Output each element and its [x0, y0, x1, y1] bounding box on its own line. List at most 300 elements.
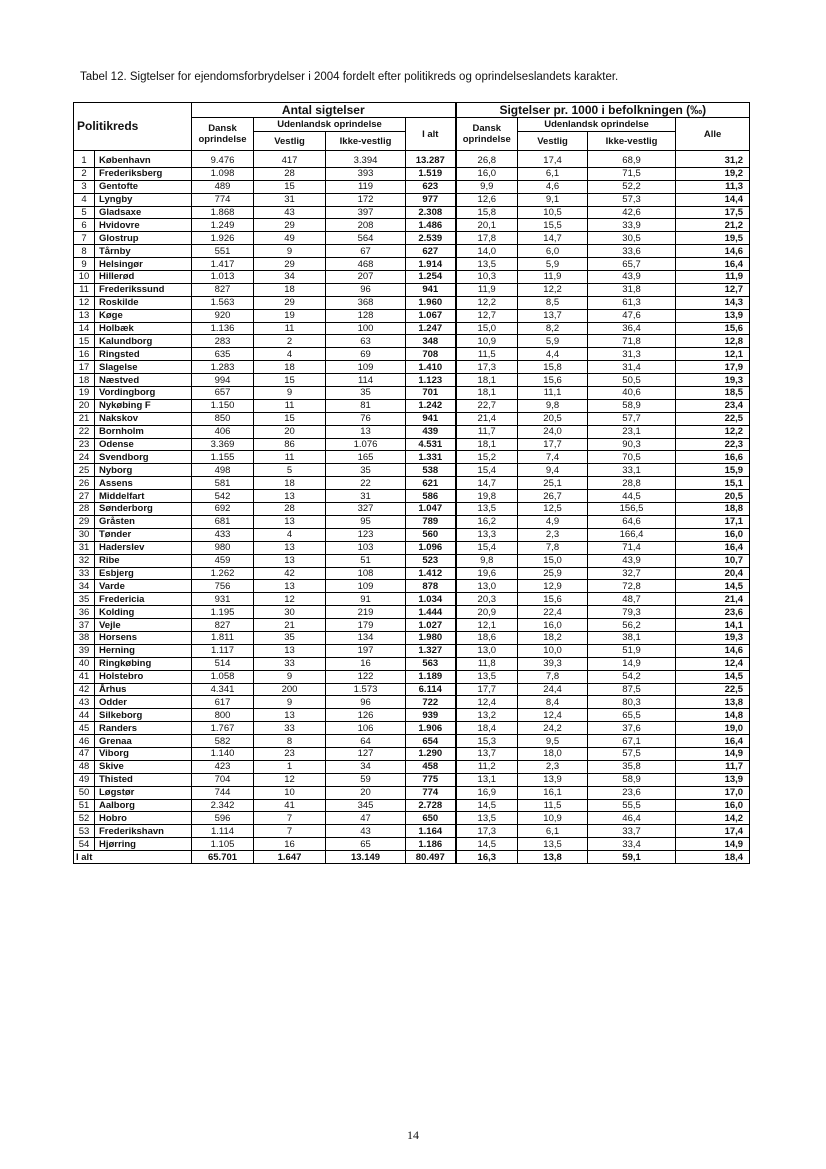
ikke-vestlig-rate: 35,8 [588, 760, 676, 773]
table-row [74, 180, 750, 193]
table-row [74, 606, 750, 619]
ikke-vestlig-count: 34 [326, 760, 406, 773]
dansk-count: 920 [192, 309, 254, 322]
table-caption: Tabel 12. Sigtelser for ejendomsforbrydelser i 2004 fordelt efter politikreds og oprindelseslandets karakter. [80, 71, 619, 83]
ikke-vestlig-rate: 31,3 [588, 348, 676, 361]
table-body [74, 151, 750, 864]
vestlig-rate: 9,5 [518, 735, 588, 748]
total-count: 939 [406, 709, 456, 722]
vestlig-rate: 4,9 [518, 515, 588, 528]
dansk-rate: 11,5 [456, 348, 518, 361]
district-name: Aalborg [95, 799, 192, 812]
ikke-vestlig-rate: 33,4 [588, 838, 676, 851]
alle-rate: 18,5 [676, 387, 750, 400]
vestlig-rate: 9,4 [518, 464, 588, 477]
district-name: Hobro [95, 812, 192, 825]
alle-rate: 22,5 [676, 683, 750, 696]
dansk-count: 657 [192, 387, 254, 400]
total-count: 1.247 [406, 322, 456, 335]
vestlig-count: 13 [254, 554, 326, 567]
total-count: 1.242 [406, 399, 456, 412]
ikke-vestlig-rate: 70,5 [588, 451, 676, 464]
ikke-vestlig-rate: 61,3 [588, 296, 676, 309]
dansk-rate: 18,1 [456, 374, 518, 387]
district-name: Grenaa [95, 735, 192, 748]
ikke-vestlig-rate: 58,9 [588, 399, 676, 412]
vestlig-rate: 15,5 [518, 219, 588, 232]
row-number: 24 [74, 451, 95, 464]
vestlig-rate: 39,3 [518, 657, 588, 670]
vestlig-count: 42 [254, 567, 326, 580]
vestlig-rate: 15,0 [518, 554, 588, 567]
vestlig-rate: 16,0 [518, 619, 588, 632]
row-number: 48 [74, 760, 95, 773]
dansk-rate: 13,0 [456, 580, 518, 593]
total-count: 977 [406, 193, 456, 206]
alle-rate: 19,3 [676, 631, 750, 644]
ikke-vestlig-rate: 36,4 [588, 322, 676, 335]
dansk-rate: 15,8 [456, 206, 518, 219]
dansk-count: 1.136 [192, 322, 254, 335]
table-row [74, 464, 750, 477]
row-number: 6 [74, 219, 95, 232]
vestlig-rate: 6,1 [518, 167, 588, 180]
vestlig-rate: 11,1 [518, 387, 588, 400]
dansk-count: 1.114 [192, 825, 254, 838]
district-name: Gentofte [95, 180, 192, 193]
total-count: 1.186 [406, 838, 456, 851]
total-count: 775 [406, 773, 456, 786]
ikke-vestlig-count: 103 [326, 541, 406, 554]
ikke-vestlig-rate: 57,5 [588, 747, 676, 760]
district-name: Horsens [95, 631, 192, 644]
table-row [74, 309, 750, 322]
total-count: 1.331 [406, 451, 456, 464]
alle-rate: 11,7 [676, 760, 750, 773]
dansk-rate: 16,0 [456, 167, 518, 180]
dansk-count: 704 [192, 773, 254, 786]
dansk-count: 1.058 [192, 670, 254, 683]
vestlig-rate: 4,6 [518, 180, 588, 193]
row-number: 53 [74, 825, 95, 838]
ikke-vestlig-rate: 38,1 [588, 631, 676, 644]
vestlig-count: 28 [254, 167, 326, 180]
vestlig-rate: 13,8 [518, 851, 588, 864]
dansk-rate: 15,3 [456, 735, 518, 748]
ikke-vestlig-rate: 33,6 [588, 245, 676, 258]
dansk-rate: 14,7 [456, 477, 518, 490]
table-row [74, 271, 750, 284]
ikke-vestlig-rate: 33,9 [588, 219, 676, 232]
district-name: Køge [95, 309, 192, 322]
district-name: Slagelse [95, 361, 192, 374]
district-name: Svendborg [95, 451, 192, 464]
total-count: 348 [406, 335, 456, 348]
vestlig-count: 20 [254, 425, 326, 438]
alle-rate: 11,3 [676, 180, 750, 193]
ikke-vestlig-rate: 28,8 [588, 477, 676, 490]
ikke-vestlig-rate: 30,5 [588, 232, 676, 245]
dansk-rate: 18,1 [456, 387, 518, 400]
vestlig-rate: 16,1 [518, 786, 588, 799]
table-row [74, 399, 750, 412]
ikke-vestlig-rate: 46,4 [588, 812, 676, 825]
ikke-vestlig-count: 1.076 [326, 438, 406, 451]
ikke-vestlig-rate: 31,8 [588, 283, 676, 296]
vestlig-rate: 5,9 [518, 258, 588, 271]
ikke-vestlig-count: 22 [326, 477, 406, 490]
total-count: 1.410 [406, 361, 456, 374]
ikke-vestlig-rate: 87,5 [588, 683, 676, 696]
vestlig-count: 30 [254, 606, 326, 619]
row-number: 25 [74, 464, 95, 477]
table-row [74, 503, 750, 516]
total-count: 1.047 [406, 503, 456, 516]
vestlig-rate: 13,5 [518, 838, 588, 851]
ikke-vestlig-rate: 65,5 [588, 709, 676, 722]
ikke-vestlig-rate: 55,5 [588, 799, 676, 812]
row-number: 27 [74, 490, 95, 503]
ikke-vestlig-count: 16 [326, 657, 406, 670]
vestlig-count: 15 [254, 180, 326, 193]
vestlig-rate: 15,8 [518, 361, 588, 374]
ikke-vestlig-rate: 80,3 [588, 696, 676, 709]
ikke-vestlig-rate: 71,4 [588, 541, 676, 554]
dansk-count: 65.701 [192, 851, 254, 864]
vestlig-rate: 15,6 [518, 374, 588, 387]
dansk-count: 9.476 [192, 151, 254, 168]
table-row [74, 786, 750, 799]
row-number: 1 [74, 151, 95, 168]
district-name: Roskilde [95, 296, 192, 309]
ikke-vestlig-count: 123 [326, 528, 406, 541]
alle-rate: 14,5 [676, 580, 750, 593]
ikke-vestlig-rate: 51,9 [588, 644, 676, 657]
row-number: 44 [74, 709, 95, 722]
row-number: 22 [74, 425, 95, 438]
vestlig-count: 12 [254, 773, 326, 786]
vestlig-count: 29 [254, 219, 326, 232]
total-count: 1.486 [406, 219, 456, 232]
dansk-rate: 15,4 [456, 464, 518, 477]
ikke-vestlig-count: 3.394 [326, 151, 406, 168]
dansk-rate: 20,3 [456, 593, 518, 606]
dansk-count: 756 [192, 580, 254, 593]
row-number: 12 [74, 296, 95, 309]
ikke-vestlig-count: 122 [326, 670, 406, 683]
row-number: 32 [74, 554, 95, 567]
alle-rate: 14,9 [676, 747, 750, 760]
ikke-vestlig-count: 165 [326, 451, 406, 464]
ikke-vestlig-rate: 57,7 [588, 412, 676, 425]
alle-rate: 21,4 [676, 593, 750, 606]
alle-rate: 22,3 [676, 438, 750, 451]
header-politikreds: Politikreds [74, 103, 192, 151]
alle-rate: 15,6 [676, 322, 750, 335]
dansk-count: 514 [192, 657, 254, 670]
ikke-vestlig-rate: 64,6 [588, 515, 676, 528]
ikke-vestlig-count: 172 [326, 193, 406, 206]
district-name: Løgstør [95, 786, 192, 799]
table-row [74, 206, 750, 219]
district-name: Herning [95, 644, 192, 657]
total-count: 2.308 [406, 206, 456, 219]
district-name: Hillerød [95, 271, 192, 284]
dansk-rate: 12,2 [456, 296, 518, 309]
total-count: 2.539 [406, 232, 456, 245]
row-number: 45 [74, 722, 95, 735]
dansk-rate: 16,2 [456, 515, 518, 528]
table-row [74, 412, 750, 425]
table-row [74, 193, 750, 206]
alle-rate: 21,2 [676, 219, 750, 232]
total-count: 941 [406, 283, 456, 296]
ikke-vestlig-count: 96 [326, 283, 406, 296]
ikke-vestlig-rate: 31,4 [588, 361, 676, 374]
total-count: 1.906 [406, 722, 456, 735]
vestlig-rate: 13,7 [518, 309, 588, 322]
dansk-rate: 20,9 [456, 606, 518, 619]
district-name: Randers [95, 722, 192, 735]
table-row [74, 490, 750, 503]
row-number: 35 [74, 593, 95, 606]
dansk-count: 1.868 [192, 206, 254, 219]
ikke-vestlig-rate: 56,2 [588, 619, 676, 632]
table-row [74, 644, 750, 657]
vestlig-rate: 2,3 [518, 760, 588, 773]
table-row [74, 554, 750, 567]
total-count: 1.164 [406, 825, 456, 838]
dansk-count: 774 [192, 193, 254, 206]
row-number: 21 [74, 412, 95, 425]
vestlig-rate: 7,8 [518, 541, 588, 554]
vestlig-count: 15 [254, 412, 326, 425]
dansk-rate: 17,7 [456, 683, 518, 696]
alle-rate: 13,9 [676, 773, 750, 786]
page-number: 14 [407, 1128, 419, 1142]
vestlig-rate: 8,2 [518, 322, 588, 335]
total-count: 621 [406, 477, 456, 490]
ikke-vestlig-count: 109 [326, 580, 406, 593]
dansk-rate: 14,5 [456, 799, 518, 812]
district-name: Frederikssund [95, 283, 192, 296]
total-count: 1.914 [406, 258, 456, 271]
alle-rate: 17,9 [676, 361, 750, 374]
ikke-vestlig-count: 95 [326, 515, 406, 528]
ikke-vestlig-count: 31 [326, 490, 406, 503]
vestlig-rate: 25,9 [518, 567, 588, 580]
vestlig-count: 10 [254, 786, 326, 799]
alle-rate: 20,4 [676, 567, 750, 580]
dansk-count: 551 [192, 245, 254, 258]
table-row [74, 631, 750, 644]
vestlig-count: 16 [254, 838, 326, 851]
table-row [74, 683, 750, 696]
alle-rate: 14,6 [676, 644, 750, 657]
row-number: 31 [74, 541, 95, 554]
dansk-rate: 10,3 [456, 271, 518, 284]
row-number: 16 [74, 348, 95, 361]
dansk-count: 617 [192, 696, 254, 709]
district-name: Gladsaxe [95, 206, 192, 219]
dansk-count: 980 [192, 541, 254, 554]
dansk-rate: 12,4 [456, 696, 518, 709]
row-number: 49 [74, 773, 95, 786]
district-name: Gråsten [95, 515, 192, 528]
alle-rate: 16,0 [676, 528, 750, 541]
alle-rate: 16,4 [676, 258, 750, 271]
ikke-vestlig-count: 81 [326, 399, 406, 412]
district-name: Silkeborg [95, 709, 192, 722]
dansk-rate: 22,7 [456, 399, 518, 412]
dansk-rate: 10,9 [456, 335, 518, 348]
ikke-vestlig-count: 126 [326, 709, 406, 722]
vestlig-count: 34 [254, 271, 326, 284]
ikke-vestlig-count: 208 [326, 219, 406, 232]
ikke-vestlig-rate: 33,7 [588, 825, 676, 838]
ikke-vestlig-count: 65 [326, 838, 406, 851]
table-row [74, 773, 750, 786]
row-number: 13 [74, 309, 95, 322]
dansk-rate: 15,4 [456, 541, 518, 554]
dansk-count: 1.262 [192, 567, 254, 580]
total-count: 654 [406, 735, 456, 748]
alle-rate: 12,1 [676, 348, 750, 361]
district-name: Lyngby [95, 193, 192, 206]
header-antal-sigtelser: Antal sigtelser [192, 103, 456, 118]
vestlig-rate: 10,0 [518, 644, 588, 657]
ikke-vestlig-rate: 67,1 [588, 735, 676, 748]
dansk-rate: 19,8 [456, 490, 518, 503]
dansk-count: 596 [192, 812, 254, 825]
header-dansk-oprindelse-rate: Dansk oprindelse [456, 118, 518, 151]
district-name: Tønder [95, 528, 192, 541]
alle-rate: 22,5 [676, 412, 750, 425]
total-count: 1.444 [406, 606, 456, 619]
alle-rate: 14,5 [676, 670, 750, 683]
ikke-vestlig-count: 128 [326, 309, 406, 322]
row-number: 15 [74, 335, 95, 348]
vestlig-rate: 24,4 [518, 683, 588, 696]
vestlig-count: 7 [254, 812, 326, 825]
total-label: I alt [74, 851, 192, 864]
vestlig-rate: 6,0 [518, 245, 588, 258]
vestlig-rate: 9,8 [518, 399, 588, 412]
vestlig-count: 49 [254, 232, 326, 245]
district-name: Vordingborg [95, 387, 192, 400]
vestlig-rate: 10,9 [518, 812, 588, 825]
table-row [74, 593, 750, 606]
table-row [74, 219, 750, 232]
table-row [74, 838, 750, 851]
total-count: 1.960 [406, 296, 456, 309]
row-number: 23 [74, 438, 95, 451]
dansk-rate: 12,7 [456, 309, 518, 322]
district-name: Fredericia [95, 593, 192, 606]
total-count: 6.114 [406, 683, 456, 696]
alle-rate: 23,6 [676, 606, 750, 619]
dansk-rate: 16,9 [456, 786, 518, 799]
table-row [74, 451, 750, 464]
vestlig-count: 19 [254, 309, 326, 322]
vestlig-count: 8 [254, 735, 326, 748]
table-row [74, 747, 750, 760]
alle-rate: 19,5 [676, 232, 750, 245]
district-name: Nyborg [95, 464, 192, 477]
alle-rate: 14,3 [676, 296, 750, 309]
dansk-count: 1.195 [192, 606, 254, 619]
vestlig-count: 33 [254, 657, 326, 670]
district-name: Assens [95, 477, 192, 490]
dansk-rate: 14,5 [456, 838, 518, 851]
table-row [74, 709, 750, 722]
alle-rate: 17,4 [676, 825, 750, 838]
total-count: 439 [406, 425, 456, 438]
vestlig-count: 13 [254, 709, 326, 722]
table-row [74, 619, 750, 632]
vestlig-count: 15 [254, 374, 326, 387]
dansk-count: 800 [192, 709, 254, 722]
district-name: Varde [95, 580, 192, 593]
alle-rate: 12,4 [676, 657, 750, 670]
dansk-count: 635 [192, 348, 254, 361]
table-row [74, 799, 750, 812]
vestlig-count: 7 [254, 825, 326, 838]
ikke-vestlig-count: 197 [326, 644, 406, 657]
table-row [74, 696, 750, 709]
vestlig-count: 4 [254, 528, 326, 541]
table-row [74, 567, 750, 580]
table-row [74, 361, 750, 374]
dansk-count: 581 [192, 477, 254, 490]
ikke-vestlig-count: 1.573 [326, 683, 406, 696]
alle-rate: 15,1 [676, 477, 750, 490]
district-name: Vejle [95, 619, 192, 632]
dansk-count: 582 [192, 735, 254, 748]
total-count: 560 [406, 528, 456, 541]
alle-rate: 13,9 [676, 309, 750, 322]
ikke-vestlig-count: 76 [326, 412, 406, 425]
dansk-count: 283 [192, 335, 254, 348]
ikke-vestlig-rate: 71,8 [588, 335, 676, 348]
total-count: 1.123 [406, 374, 456, 387]
row-number: 47 [74, 747, 95, 760]
vestlig-count: 18 [254, 283, 326, 296]
vestlig-count: 1.647 [254, 851, 326, 864]
alle-rate: 16,0 [676, 799, 750, 812]
total-count: 458 [406, 760, 456, 773]
row-number: 46 [74, 735, 95, 748]
vestlig-rate: 12,2 [518, 283, 588, 296]
table-row [74, 722, 750, 735]
row-number: 33 [74, 567, 95, 580]
ikke-vestlig-count: 13.149 [326, 851, 406, 864]
vestlig-rate: 2,3 [518, 528, 588, 541]
dansk-rate: 18,1 [456, 438, 518, 451]
alle-rate: 14,6 [676, 245, 750, 258]
table-row [74, 167, 750, 180]
ikke-vestlig-count: 91 [326, 593, 406, 606]
total-count: 13.287 [406, 151, 456, 168]
ikke-vestlig-count: 64 [326, 735, 406, 748]
dansk-count: 1.117 [192, 644, 254, 657]
total-count: 789 [406, 515, 456, 528]
table-row [74, 657, 750, 670]
alle-rate: 17,0 [676, 786, 750, 799]
total-row [74, 851, 750, 864]
dansk-rate: 13,5 [456, 670, 518, 683]
dansk-rate: 13,0 [456, 644, 518, 657]
